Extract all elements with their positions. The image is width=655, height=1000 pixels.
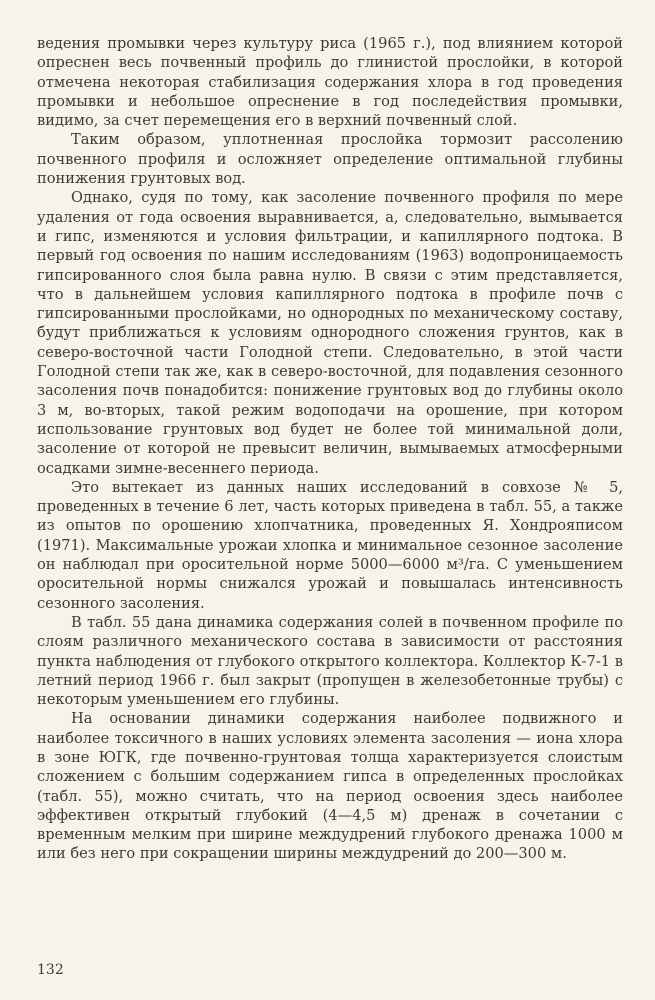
paragraph: В табл. 55 дана динамика содержания солей в почвенном профиле по слоям различного механического состава в зависимости от расстояния пункта наблюдения от глубокого открытого коллектора. Коллектор К-7-1 в летний период 1966 г. был закрыт (пропущен в железобетонные трубы) с некоторым уменьшением его глубины. [37,613,623,709]
page-number: 132 [37,962,64,978]
paragraph: Таким образом, уплотненная прослойка тормозит рассолению почвенного профиля и осложняет определение оптимальной глубины понижения грунтовых вод. [37,131,623,188]
paragraph-continuation: ведения промывки через культуру риса (1965 г.), под влиянием которой опреснен весь почвенный профиль до глинистой прослойки, в которой отмечена некоторая стабилизация содержания хлора в год проведения промывки и небольшое опреснение в год последействия промывки, видимо, за счет перемещения его в верхний почвенный слой. [37,35,623,130]
paragraph: Это вытекает из данных наших исследований в совхозе № 5, проведенных в течение 6 лет, часть которых приведена в табл. 55, а также из опытов по орошению хлопчатника, проведенных Я. Хондрояписом (1971). Максимальные урожаи хлопка и минимальное сезонное засоление он наблюдал при оросительной норме 5000—6000 м³/га. С уменьшением оросительной нормы снижался урожай и повышалась интенсивность сезонного засоления. [37,478,623,612]
paragraph: Однако, судя по тому, как засоление почвенного профиля по мере удаления от года освоения выравнивается, а, следовательно, вымывается и гипс, изменяются и условия фильтрации, и капиллярного подтока. В первый год освоения по нашим исследованиям (1963) водопроницаемость гипсированного слоя была равна нулю. В связи с этим представляется, что в дальнейшем условия капиллярного подтока в профиле почв с гипсированными прослойками, но однородных по механическому составу, будут приближаться к условиям однородного сложения грунтов, как в северо-восточной части Голодной степи. Следовательно, в этой части Голодной степи так же, как в северо-восточной, для подавления сезонного засоления почв понадобится: понижение грунтовых вод до глубины около 3 м, во-вторых, такой режим водоподачи на орошение, при котором использование грунтовых вод будет не более той минимальной доли, засоление от которой не превысит величин, вымываемых атмосферными осадками зимне-весеннего периода. [37,189,623,477]
paragraph: На основании динамики содержания наиболее подвижного и наиболее токсичного в наших условиях элемента засоления — иона хлора в зоне ЮГК, где почвенно-грунтовая толща характеризуется слоистым сложением с большим содержанием гипса в определенных прослойках (табл. 55), можно считать, что на период освоения здесь наиболее эффективен открытый глубокий (4—4,5 м) дренаж в сочетании с временным мелким при ширине междудрений глубокого дренажа 1000 м или без него при сокращении ширины междудрений до 200—300 м. [37,710,623,863]
body-text [37,34,623,864]
